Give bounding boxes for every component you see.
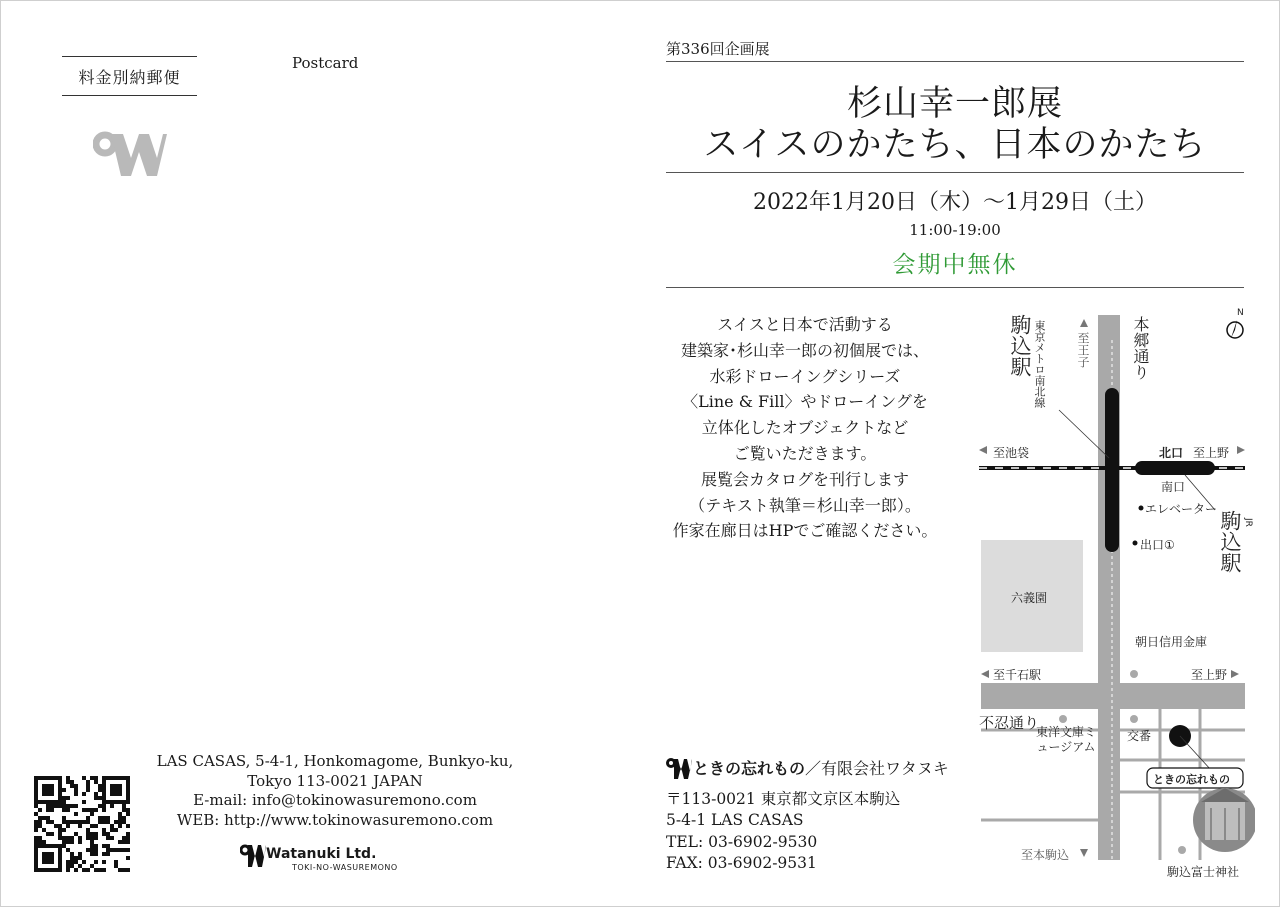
exhibition-number: 第336回企画展 [666, 40, 770, 58]
shrine-label: 駒込富士神社 [1167, 865, 1240, 879]
to-ueno-top-label: 至上野 [1193, 446, 1230, 460]
gallery-logo-icon [666, 757, 692, 781]
description-line: スイスと日本で活動する [717, 315, 893, 334]
footer-brand: Watanuki Ltd. [266, 846, 377, 862]
watanuki-logo-icon [240, 843, 266, 871]
opening-hours: 11:00-19:00 [909, 221, 1001, 239]
to-honkomagome-label: 至本駒込 [1021, 848, 1070, 862]
description-line: 立体化したオブジェクトなど [701, 418, 909, 438]
gallery-name: ときの忘れもの [693, 759, 806, 778]
shinobazu-dori-label: 不忍通り [979, 714, 1040, 732]
exhibition-subtitle: スイスのかたち、日本のかたち [703, 125, 1207, 165]
description-line: 〈Line & Fill〉やドローイングを [682, 392, 928, 412]
koban-label: 交番 [1127, 729, 1152, 743]
description-line: 建築家･杉山幸一郎の初個展では、 [680, 340, 929, 360]
address-line: Tokyo 113-0021 JAPAN [247, 771, 423, 790]
access-map [975, 300, 1255, 880]
description-line: 水彩ドローイングシリーズ [709, 366, 901, 386]
contact-tel[interactable]: TEL: 03-6902-9530 [666, 832, 818, 851]
north-exit-label: 北口 [1159, 446, 1184, 460]
park-label: 六義園 [1011, 591, 1048, 605]
metro-station-name: 駒込駅 [1008, 314, 1032, 377]
exhibition-title: 杉山幸一郎展 [846, 84, 1063, 124]
address-line: LAS CASAS, 5-4-1, Honkomagome, Bunkyo-ku, [156, 752, 514, 770]
elevator-label: エレベーター [1145, 502, 1218, 516]
description-line: （テキスト執筆＝杉山幸一郎）。 [689, 495, 921, 515]
w-logo-icon [93, 130, 167, 180]
company-name: ／有限会社ワタヌキ [805, 759, 949, 778]
web-line[interactable]: WEB: http://www.tokinowasuremono.com [176, 810, 494, 829]
contact-address: 〒113-0021 東京都文京区本駒込 [666, 790, 901, 808]
contact-building: 5-4-1 LAS CASAS [666, 811, 804, 830]
to-oji-label: 至王子 [1076, 332, 1090, 368]
bank-label: 朝日信用金庫 [1135, 635, 1208, 649]
to-ikebukuro-label: 至池袋 [993, 446, 1030, 460]
gallery-brand-line [693, 756, 949, 779]
south-exit-label: 南口 [1161, 480, 1186, 494]
description [640, 312, 970, 544]
description-line: ご覧いただきます。 [733, 443, 877, 463]
exit1-label: 出口① [1140, 538, 1175, 552]
metro-line-name: 東京メトロ南北線 [1033, 320, 1046, 408]
description-line: 作家在廊日はHPでご確認ください。 [672, 521, 938, 541]
address-english [150, 752, 520, 830]
closed-note: 会期中無休 [892, 252, 1018, 278]
jr-label: JR [1243, 518, 1253, 527]
postcard-label: Postcard [292, 54, 359, 72]
jr-station-platform [1135, 461, 1215, 475]
to-ueno-bottom-label: 至上野 [1191, 668, 1228, 682]
gallery-map-label: ときの忘れもの [1153, 773, 1230, 786]
postal-stamp-box: 料金別納郵便 [62, 56, 197, 96]
shinobazu-road [981, 683, 1245, 709]
hongo-dori-label: 本郷通り [1131, 316, 1150, 380]
description-line: 展覧会カタログを刊行します [700, 469, 909, 489]
compass-label: N [1237, 308, 1244, 318]
footer-brand-sub: TOKI-NO-WASUREMONO [292, 863, 398, 872]
to-sengoku-label: 至千石駅 [993, 668, 1042, 682]
qr-code-icon[interactable] [34, 776, 130, 872]
email-line[interactable]: E-mail: info@tokinowasuremono.com [193, 791, 477, 809]
exhibition-dates: 2022年1月20日（木）～1月29日（土） [753, 190, 1157, 215]
jr-station-name: 駒込駅 [1218, 510, 1242, 573]
museum-label: 東洋文庫ミュージアム [1035, 725, 1096, 754]
metro-station-platform [1105, 388, 1119, 552]
contact-fax: FAX: 03-6902-9531 [666, 853, 817, 872]
contact-info [666, 789, 900, 874]
